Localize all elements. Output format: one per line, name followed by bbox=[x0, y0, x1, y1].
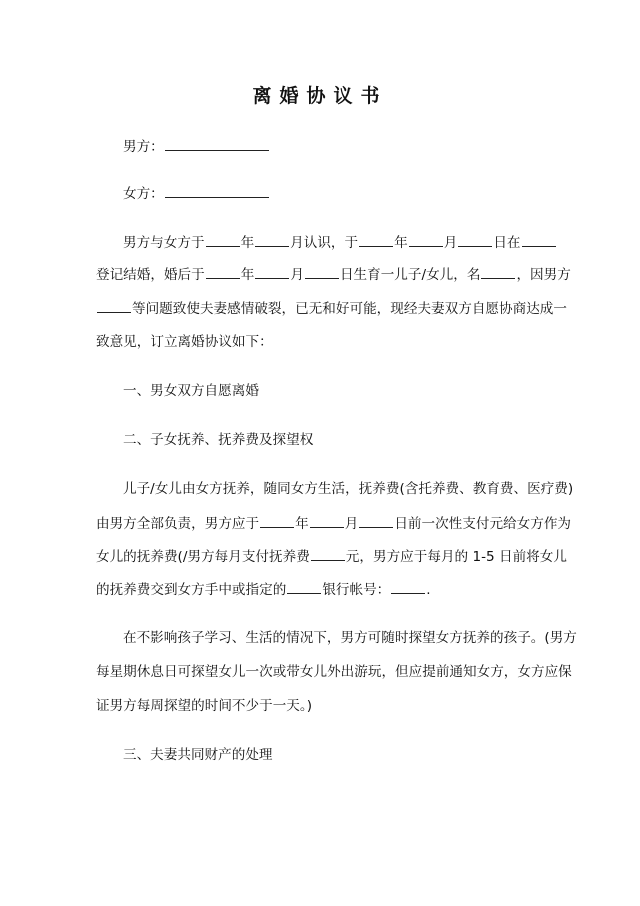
custody-text: 女儿的抚养费(/男方每月支付抚养费 bbox=[96, 549, 310, 565]
custody-line-2 bbox=[96, 514, 571, 533]
custody-text: 元，男方应于每月的 1-5 日前将女儿 bbox=[345, 549, 567, 565]
custody-text: 的抚养费交到女方手中或指定的 bbox=[96, 582, 287, 598]
custody-line-3 bbox=[96, 547, 567, 566]
visitation-line-1 bbox=[123, 629, 577, 647]
intro-text: 致意见，订立离婚协议如下： bbox=[96, 334, 273, 350]
blank bbox=[359, 233, 393, 247]
custody-text: 由男方全部负责，男方应于 bbox=[96, 516, 260, 532]
intro-text: 日生育一儿子/女儿，名 bbox=[339, 267, 481, 283]
visitation-text: 证男方每周探望的时间不少于一天。) bbox=[96, 698, 313, 714]
intro-line-1 bbox=[123, 233, 557, 252]
blank bbox=[255, 265, 289, 279]
section-heading: 一、男女双方自愿离婚 bbox=[123, 383, 259, 399]
blank bbox=[206, 265, 240, 279]
document-title: 离婚协议书 bbox=[252, 85, 388, 107]
custody-text: 月 bbox=[344, 516, 359, 532]
visitation-text: 每星期休息日可探望女儿一次或带女儿外出游玩，但应提前通知女方，女方应保 bbox=[96, 664, 572, 680]
male-name-blank bbox=[165, 137, 269, 151]
custody-line-1 bbox=[123, 480, 573, 498]
blank bbox=[409, 233, 443, 247]
blank bbox=[359, 514, 393, 528]
blank bbox=[310, 514, 344, 528]
intro-line-3 bbox=[96, 299, 567, 318]
intro-text: 年 bbox=[394, 235, 408, 251]
intro-text: ，因男方 bbox=[516, 267, 571, 283]
female-name-blank bbox=[165, 184, 269, 198]
section-heading: 三、夫妻共同财产的处理 bbox=[123, 747, 273, 763]
blank bbox=[458, 233, 492, 247]
female-party-label: 女方： bbox=[123, 186, 164, 202]
intro-text: 日在 bbox=[493, 235, 521, 251]
blank bbox=[311, 547, 345, 561]
blank bbox=[255, 233, 289, 247]
intro-text: 月 bbox=[290, 267, 304, 283]
intro-text: 月认识，于 bbox=[290, 235, 359, 251]
section-heading: 二、子女抚养、抚养费及探望权 bbox=[123, 432, 314, 448]
blank bbox=[97, 299, 131, 313]
custody-text: 儿子/女儿由女方抚养，随同女方生活，抚养费(含托养费、教育费、医疗费) bbox=[123, 481, 574, 497]
intro-text: 男方与女方于 bbox=[123, 235, 205, 251]
visitation-text: 在不影响孩子学习、生活的情况下，男方可随时探望女方抚养的孩子。(男方 bbox=[123, 630, 577, 646]
male-party-label: 男方： bbox=[123, 139, 164, 155]
blank bbox=[260, 514, 294, 528]
visitation-line-2 bbox=[96, 663, 572, 681]
intro-text: 等问题致使夫妻感情破裂，已无和好可能，现经夫妻双方自愿协商达成一 bbox=[132, 301, 567, 317]
custody-text: 银行帐号： bbox=[322, 582, 391, 598]
intro-text: 月 bbox=[443, 235, 458, 251]
custody-text: 年 bbox=[295, 516, 309, 532]
section-2-heading bbox=[123, 431, 313, 449]
section-1-heading bbox=[123, 382, 259, 400]
blank bbox=[206, 233, 240, 247]
custody-line-4 bbox=[96, 580, 431, 599]
custody-text: 日前一次性支付元给女方作为 bbox=[394, 516, 572, 532]
intro-line-2 bbox=[96, 265, 571, 284]
blank bbox=[305, 265, 339, 279]
section-3-heading bbox=[123, 746, 273, 764]
intro-text: 年 bbox=[240, 267, 255, 283]
blank bbox=[481, 265, 515, 279]
custody-text: . bbox=[426, 582, 431, 598]
intro-text: 年 bbox=[240, 235, 255, 251]
intro-line-4 bbox=[96, 333, 273, 351]
male-party-line bbox=[123, 137, 270, 156]
female-party-line bbox=[123, 184, 270, 203]
blank bbox=[391, 580, 425, 594]
visitation-line-3 bbox=[96, 697, 312, 715]
blank bbox=[522, 233, 556, 247]
blank bbox=[287, 580, 321, 594]
intro-text: 登记结婚，婚后于 bbox=[96, 267, 205, 283]
